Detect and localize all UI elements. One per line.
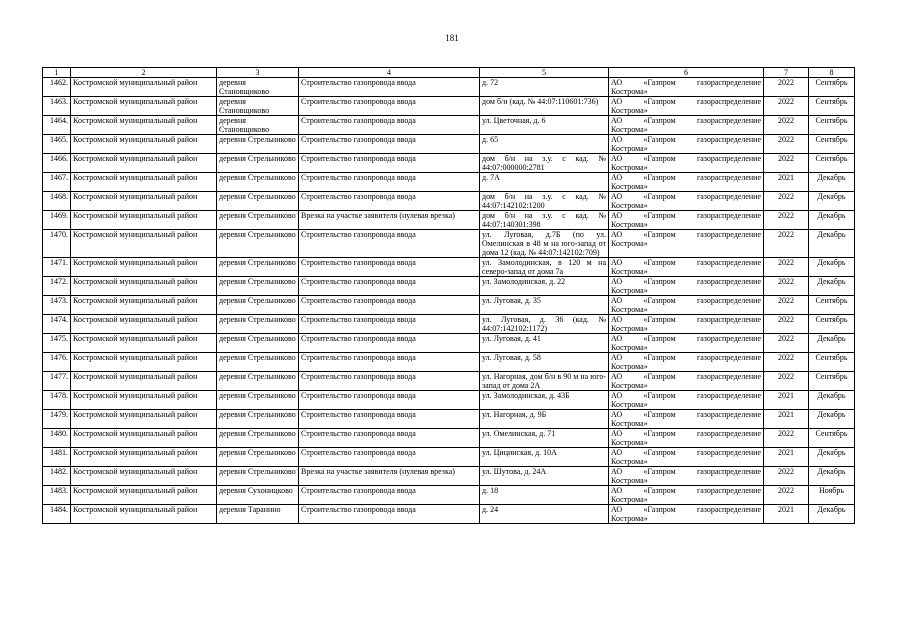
district-cell: Костромской муниципальный район [71, 211, 217, 230]
table-header-row [43, 68, 855, 78]
work-type-cell: Врезка на участке заявителя (нулевая врезка) [299, 211, 480, 230]
work-type-cell: Строительство газопровода ввода [299, 135, 480, 154]
year-cell: 2022 [764, 192, 809, 211]
organization-cell: АО «Газпром газораспределение Кострома» [609, 135, 764, 154]
year-cell: 2022 [764, 372, 809, 391]
address-cell: д. 18 [480, 486, 609, 505]
district-cell: Костромской муниципальный район [71, 258, 217, 277]
settlement-cell: деревня Стрельниково [217, 334, 299, 353]
address-cell: ул. Луговая, д. 36 (кад. № 44:07:142102:1172) [480, 315, 609, 334]
row-number-cell: 1463. [43, 97, 71, 116]
work-type-cell: Строительство газопровода ввода [299, 116, 480, 135]
row-number-cell: 1473. [43, 296, 71, 315]
address-cell: ул. Луговая, д.7Б (по ул. Омелинская в 48 м на юго-запад от дома 12 (кад. № 44:07:142102:709) [480, 230, 609, 258]
work-type-cell: Строительство газопровода ввода [299, 258, 480, 277]
organization-cell: АО «Газпром газораспределение Кострома» [609, 277, 764, 296]
table-row [43, 116, 855, 135]
organization-cell: АО «Газпром газораспределение Кострома» [609, 211, 764, 230]
work-type-cell: Строительство газопровода ввода [299, 372, 480, 391]
table-row [43, 97, 855, 116]
month-cell: Декабрь [809, 230, 855, 258]
table-row [43, 78, 855, 97]
address-cell: д. 65 [480, 135, 609, 154]
district-cell: Костромской муниципальный район [71, 391, 217, 410]
month-cell: Декабрь [809, 410, 855, 429]
address-cell: ул. Нагорная, д. 9Б [480, 410, 609, 429]
district-cell: Костромской муниципальный район [71, 230, 217, 258]
work-type-cell: Строительство газопровода ввода [299, 391, 480, 410]
month-cell: Сентябрь [809, 78, 855, 97]
table-row [43, 258, 855, 277]
table-row [43, 230, 855, 258]
year-cell: 2022 [764, 467, 809, 486]
year-cell: 2022 [764, 97, 809, 116]
address-cell: ул. Замолодинская, д. 43Б [480, 391, 609, 410]
row-number-cell: 1472. [43, 277, 71, 296]
year-cell: 2022 [764, 230, 809, 258]
address-cell: ул. Цицинская, д. 10А [480, 448, 609, 467]
month-cell: Декабрь [809, 258, 855, 277]
organization-cell: АО «Газпром газораспределение Кострома» [609, 353, 764, 372]
year-cell: 2022 [764, 334, 809, 353]
organization-cell: АО «Газпром газораспределение Кострома» [609, 116, 764, 135]
month-cell: Декабрь [809, 505, 855, 524]
address-cell: дом б/н (кад. № 44:07:110601:736) [480, 97, 609, 116]
year-cell: 2021 [764, 173, 809, 192]
address-cell: дом б/н на з.у. с кад. № 44:07:142102:1200 [480, 192, 609, 211]
year-cell: 2021 [764, 448, 809, 467]
settlement-cell: деревня Стрельниково [217, 173, 299, 192]
district-cell: Костромской муниципальный район [71, 277, 217, 296]
month-cell: Декабрь [809, 211, 855, 230]
year-cell: 2021 [764, 391, 809, 410]
month-cell: Ноябрь [809, 486, 855, 505]
row-number-cell: 1470. [43, 230, 71, 258]
year-cell: 2022 [764, 315, 809, 334]
organization-cell: АО «Газпром газораспределение Кострома» [609, 467, 764, 486]
column-header: 4 [299, 68, 480, 78]
settlement-cell: деревня Стрельниково [217, 258, 299, 277]
month-cell: Сентябрь [809, 116, 855, 135]
settlement-cell: деревня Стрельниково [217, 467, 299, 486]
column-header: 3 [217, 68, 299, 78]
district-cell: Костромской муниципальный район [71, 116, 217, 135]
work-type-cell: Строительство газопровода ввода [299, 505, 480, 524]
organization-cell: АО «Газпром газораспределение Кострома» [609, 372, 764, 391]
settlement-cell: деревня Таранино [217, 505, 299, 524]
address-cell: ул. Замолодинская, д. 22 [480, 277, 609, 296]
month-cell: Декабрь [809, 391, 855, 410]
table-row [43, 448, 855, 467]
work-type-cell: Строительство газопровода ввода [299, 154, 480, 173]
settlement-cell: деревня Стрельниково [217, 277, 299, 296]
district-cell: Костромской муниципальный район [71, 353, 217, 372]
organization-cell: АО «Газпром газораспределение Кострома» [609, 429, 764, 448]
row-number-cell: 1468. [43, 192, 71, 211]
row-number-cell: 1480. [43, 429, 71, 448]
row-number-cell: 1481. [43, 448, 71, 467]
month-cell: Сентябрь [809, 353, 855, 372]
year-cell: 2022 [764, 78, 809, 97]
year-cell: 2021 [764, 505, 809, 524]
address-cell: д. 72 [480, 78, 609, 97]
table-row [43, 429, 855, 448]
month-cell: Декабрь [809, 467, 855, 486]
district-cell: Костромской муниципальный район [71, 192, 217, 211]
organization-cell: АО «Газпром газораспределение Кострома» [609, 448, 764, 467]
work-type-cell: Строительство газопровода ввода [299, 353, 480, 372]
table-row [43, 505, 855, 524]
work-type-cell: Строительство газопровода ввода [299, 78, 480, 97]
settlement-cell: деревня Стрельниково [217, 353, 299, 372]
district-cell: Костромской муниципальный район [71, 78, 217, 97]
district-cell: Костромской муниципальный район [71, 154, 217, 173]
table-row [43, 192, 855, 211]
year-cell: 2022 [764, 135, 809, 154]
row-number-cell: 1471. [43, 258, 71, 277]
settlement-cell: деревня Стрельниково [217, 296, 299, 315]
organization-cell: АО «Газпром газораспределение Кострома» [609, 97, 764, 116]
work-type-cell: Строительство газопровода ввода [299, 334, 480, 353]
row-number-cell: 1482. [43, 467, 71, 486]
address-cell: дом б/н на з.у. с кад. № 44:07:000000:2781 [480, 154, 609, 173]
settlement-cell: деревня Стрельниково [217, 192, 299, 211]
district-cell: Костромской муниципальный район [71, 296, 217, 315]
settlement-cell: деревня Стрельниково [217, 315, 299, 334]
work-type-cell: Врезка на участке заявителя (нулевая врезка) [299, 467, 480, 486]
district-cell: Костромской муниципальный район [71, 505, 217, 524]
month-cell: Декабрь [809, 277, 855, 296]
table-row [43, 334, 855, 353]
address-cell: ул. Нагорная, дом б/н в 90 м на юго-запад от дома 2А [480, 372, 609, 391]
year-cell: 2022 [764, 429, 809, 448]
table-row [43, 353, 855, 372]
settlement-cell: деревня Стрельниково [217, 391, 299, 410]
table-row [43, 135, 855, 154]
work-type-cell: Строительство газопровода ввода [299, 277, 480, 296]
organization-cell: АО «Газпром газораспределение Кострома» [609, 486, 764, 505]
organization-cell: АО «Газпром газораспределение Кострома» [609, 78, 764, 97]
settlement-cell: деревня Стрельниково [217, 429, 299, 448]
row-number-cell: 1477. [43, 372, 71, 391]
address-cell: ул. Луговая, д. 41 [480, 334, 609, 353]
table-row [43, 372, 855, 391]
table-row [43, 154, 855, 173]
address-cell: ул. Цветочная, д. 6 [480, 116, 609, 135]
settlement-cell: деревня Становщиково [217, 78, 299, 97]
table-row [43, 486, 855, 505]
work-type-cell: Строительство газопровода ввода [299, 486, 480, 505]
month-cell: Сентябрь [809, 296, 855, 315]
month-cell: Декабрь [809, 334, 855, 353]
district-cell: Костромской муниципальный район [71, 315, 217, 334]
settlement-cell: деревня Стрельниково [217, 372, 299, 391]
district-cell: Костромской муниципальный район [71, 173, 217, 192]
row-number-cell: 1469. [43, 211, 71, 230]
address-cell: ул. Шутова, д. 24А [480, 467, 609, 486]
year-cell: 2022 [764, 211, 809, 230]
row-number-cell: 1479. [43, 410, 71, 429]
month-cell: Сентябрь [809, 315, 855, 334]
year-cell: 2022 [764, 296, 809, 315]
data-table [42, 67, 855, 524]
month-cell: Сентябрь [809, 429, 855, 448]
month-cell: Декабрь [809, 192, 855, 211]
column-header: 8 [809, 68, 855, 78]
organization-cell: АО «Газпром газораспределение Кострома» [609, 192, 764, 211]
year-cell: 2022 [764, 486, 809, 505]
district-cell: Костромской муниципальный район [71, 97, 217, 116]
month-cell: Сентябрь [809, 372, 855, 391]
year-cell: 2022 [764, 116, 809, 135]
table-row [43, 277, 855, 296]
organization-cell: АО «Газпром газораспределение Кострома» [609, 505, 764, 524]
organization-cell: АО «Газпром газораспределение Кострома» [609, 334, 764, 353]
row-number-cell: 1483. [43, 486, 71, 505]
year-cell: 2022 [764, 277, 809, 296]
work-type-cell: Строительство газопровода ввода [299, 448, 480, 467]
organization-cell: АО «Газпром газораспределение Кострома» [609, 391, 764, 410]
year-cell: 2021 [764, 410, 809, 429]
settlement-cell: деревня Сухоницково [217, 486, 299, 505]
month-cell: Сентябрь [809, 154, 855, 173]
column-header: 2 [71, 68, 217, 78]
month-cell: Сентябрь [809, 97, 855, 116]
address-cell: ул. Луговая, д. 35 [480, 296, 609, 315]
table-row [43, 315, 855, 334]
settlement-cell: деревня Стрельниково [217, 448, 299, 467]
row-number-cell: 1466. [43, 154, 71, 173]
district-cell: Костромской муниципальный район [71, 410, 217, 429]
address-cell: дом б/н на з.у. с кад. № 44:07:140301:398 [480, 211, 609, 230]
settlement-cell: деревня Становщиково [217, 97, 299, 116]
year-cell: 2022 [764, 154, 809, 173]
address-cell: ул. Замолодинская, в 120 м на северо-запад от дома 7а [480, 258, 609, 277]
month-cell: Сентябрь [809, 135, 855, 154]
organization-cell: АО «Газпром газораспределение Кострома» [609, 315, 764, 334]
table-row [43, 391, 855, 410]
work-type-cell: Строительство газопровода ввода [299, 97, 480, 116]
work-type-cell: Строительство газопровода ввода [299, 315, 480, 334]
row-number-cell: 1484. [43, 505, 71, 524]
organization-cell: АО «Газпром газораспределение Кострома» [609, 230, 764, 258]
column-header: 5 [480, 68, 609, 78]
settlement-cell: деревня Стрельниково [217, 410, 299, 429]
work-type-cell: Строительство газопровода ввода [299, 173, 480, 192]
settlement-cell: деревня Стрельниково [217, 154, 299, 173]
district-cell: Костромской муниципальный район [71, 334, 217, 353]
row-number-cell: 1465. [43, 135, 71, 154]
address-cell: ул. Омелинская, д. 71 [480, 429, 609, 448]
column-header: 6 [609, 68, 764, 78]
row-number-cell: 1462. [43, 78, 71, 97]
district-cell: Костромской муниципальный район [71, 486, 217, 505]
table-row [43, 211, 855, 230]
organization-cell: АО «Газпром газораспределение Кострома» [609, 410, 764, 429]
row-number-cell: 1476. [43, 353, 71, 372]
address-cell: д. 24 [480, 505, 609, 524]
settlement-cell: деревня Стрельниково [217, 211, 299, 230]
row-number-cell: 1467. [43, 173, 71, 192]
work-type-cell: Строительство газопровода ввода [299, 429, 480, 448]
settlement-cell: деревня Стрельниково [217, 135, 299, 154]
column-header: 7 [764, 68, 809, 78]
month-cell: Декабрь [809, 448, 855, 467]
organization-cell: АО «Газпром газораспределение Кострома» [609, 258, 764, 277]
work-type-cell: Строительство газопровода ввода [299, 230, 480, 258]
district-cell: Костромской муниципальный район [71, 135, 217, 154]
work-type-cell: Строительство газопровода ввода [299, 296, 480, 315]
work-type-cell: Строительство газопровода ввода [299, 410, 480, 429]
organization-cell: АО «Газпром газораспределение Кострома» [609, 154, 764, 173]
row-number-cell: 1478. [43, 391, 71, 410]
address-cell: ул. Луговая, д. 58 [480, 353, 609, 372]
page-number: 181 [445, 33, 459, 43]
row-number-cell: 1474. [43, 315, 71, 334]
table-row [43, 410, 855, 429]
district-cell: Костромской муниципальный район [71, 467, 217, 486]
settlement-cell: деревня Становщиково [217, 116, 299, 135]
row-number-cell: 1464. [43, 116, 71, 135]
year-cell: 2022 [764, 353, 809, 372]
organization-cell: АО «Газпром газораспределение Кострома» [609, 296, 764, 315]
column-header: 1 [43, 68, 71, 78]
district-cell: Костромской муниципальный район [71, 448, 217, 467]
month-cell: Декабрь [809, 173, 855, 192]
year-cell: 2022 [764, 258, 809, 277]
organization-cell: АО «Газпром газораспределение Кострома» [609, 173, 764, 192]
settlement-cell: деревня Стрельниково [217, 230, 299, 258]
row-number-cell: 1475. [43, 334, 71, 353]
work-type-cell: Строительство газопровода ввода [299, 192, 480, 211]
district-cell: Костромской муниципальный район [71, 429, 217, 448]
table-row [43, 296, 855, 315]
table-row [43, 173, 855, 192]
address-cell: д. 7А [480, 173, 609, 192]
district-cell: Костромской муниципальный район [71, 372, 217, 391]
table-row [43, 467, 855, 486]
